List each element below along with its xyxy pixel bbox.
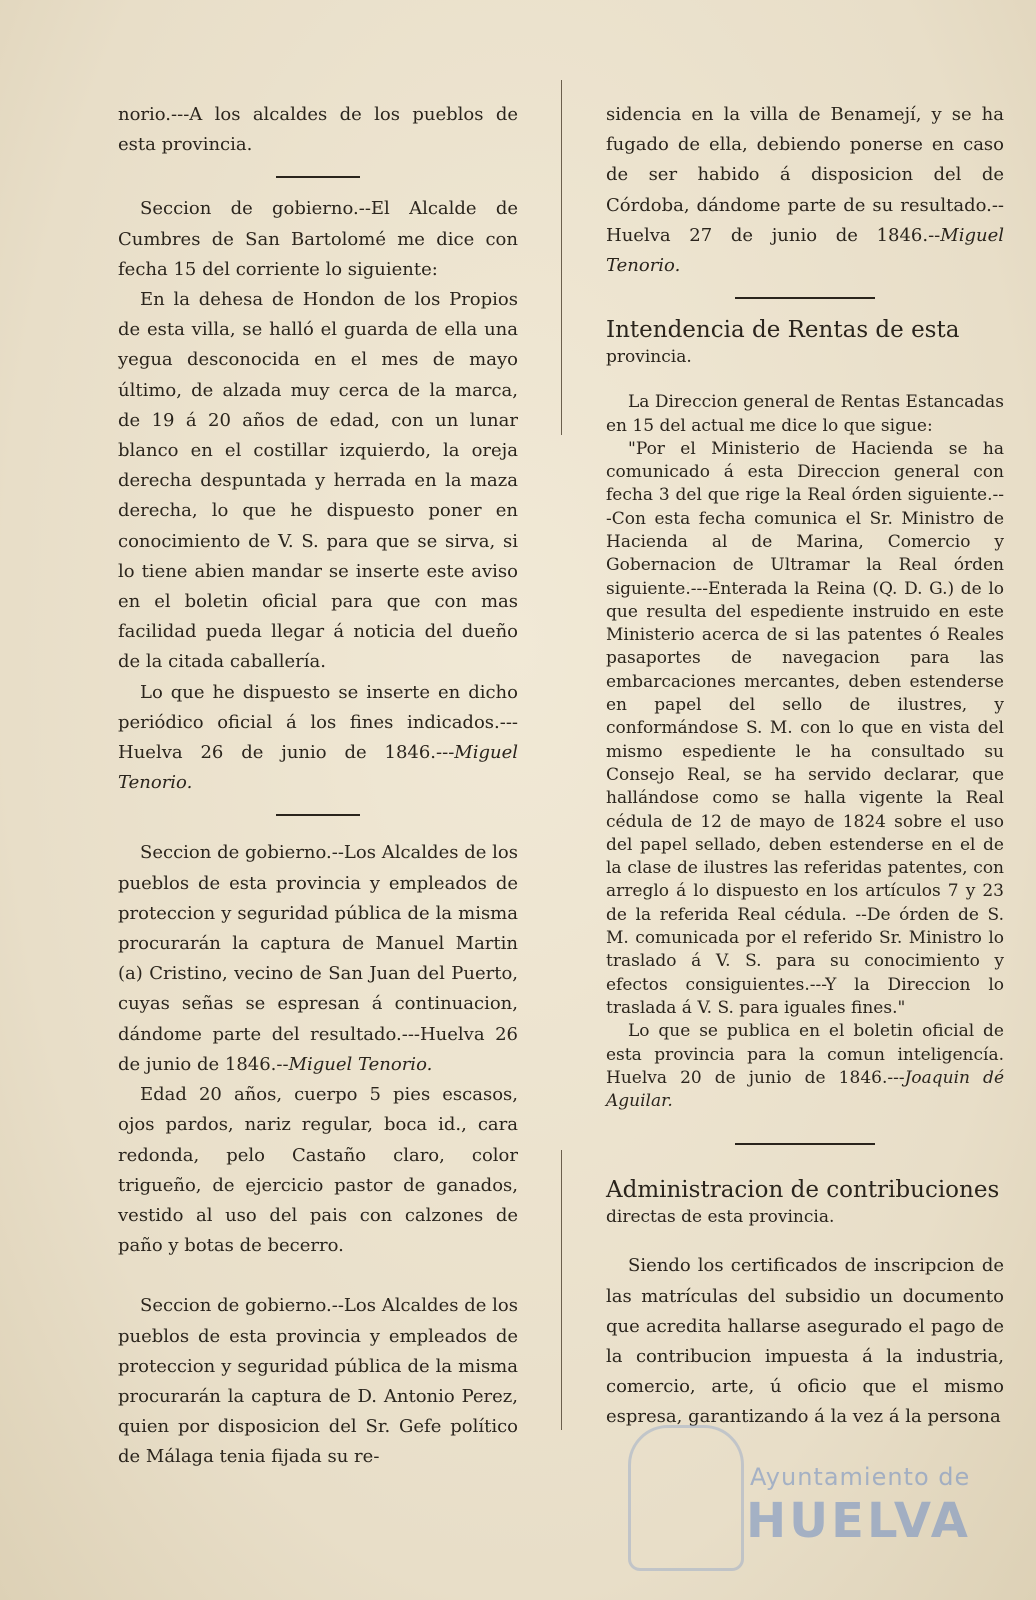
column-rule-bottom xyxy=(561,1150,562,1430)
signature: Miguel Tenorio. xyxy=(288,1053,433,1075)
left-paragraph-1: norio.---A los alcaldes de los pueblos de esta provincia. xyxy=(118,104,518,156)
section-subtitle-administracion: directas de esta provincia. xyxy=(606,1207,835,1228)
right-paragraph-4: Lo que se publica en el boletin oficial de esta provincia para la comun inteligencía. Huelva 20 de junio de 1846.---Joaquin dé Aguilar. xyxy=(606,1021,1005,1112)
right-paragraph-3: "Por el Ministerio de Hacienda se ha comunicado á esta Direccion general con fecha 3 del que rige la Real órden siguiente.---Con esta fecha comunica el Sr. Ministro de Hacienda al de Marina, Comercio y Gobernacion de Ultramar la Real órden siguiente.---Enterada la Reina (Q. D. G.) de lo que resulta del espediente instruido en este Ministerio acerca de si las patentes ó Reales pasaportes de navegacion para las embarcaciones mercantes, deben estenderse en papel del sello de ilustres, y conformándose S. M. con lo que en vista del mismo espediente le ha consultado su Consejo Real, se ha servido declarar, que hallándose como se halla vigente la Real cédula de 12 de mayo de 1824 sobre el uso del papel sellado, deben estenderse en el de la clase de ilustres las referidas patentes, con arreglo á lo dispuesto en los artículos 7 y 23 de la referida Real cédula. --De órden de S. M. comunicada por el referido Sr. Ministro lo traslado á V. S. para su conocimiento y efectos consiguientes.---Y la Direccion lo traslada á V. S. para iguales fines." xyxy=(606,438,1004,1018)
left-paragraph-4: Lo que he dispuesto se inserte en dicho periódico oficial á los fines indicados.---Huelva 26 de junio de 1846.---Miguel Tenorio. xyxy=(118,681,518,794)
archive-watermark xyxy=(620,1425,980,1575)
section-title-intendencia: Intendencia de Rentas de esta xyxy=(606,317,960,344)
right-paragraph-2: La Direccion general de Rentas Estancadas en 15 del actual me dice lo que sigue: xyxy=(606,392,1004,436)
signature: Miguel Tenorio. xyxy=(606,224,1004,277)
section-title-administracion: Administracion de contribuciones xyxy=(606,1177,1000,1204)
signature: Miguel Tenorio. xyxy=(118,742,518,794)
right-column xyxy=(606,100,1004,1433)
left-paragraph-5: Seccion de gobierno.--Los Alcaldes de los pueblos de esta provincia y empleados de proteccion y seguridad pública de la misma procurarán la captura de Manuel Martin (a) Cristino, vecino de San Juan del Puerto, cuyas señas se espresan á continuacion, dándome parte del resultado.---Huelva 26 de junio de 1846.--Miguel Tenorio. xyxy=(118,842,518,1075)
signature: Joaquin dé Aguilar. xyxy=(606,1067,1005,1112)
section-subtitle-intendencia: provincia. xyxy=(606,347,692,368)
right-paragraph-1: sidencia en la villa de Benamejí, y se ha fugado de ella, debiendo ponerse en caso de ser habido á disposicion del de Córdoba, dándome parte de su resultado.--Huelva 27 de junio de 1846.--Miguel Tenorio. xyxy=(606,104,1004,277)
column-rule-top xyxy=(561,80,562,435)
left-paragraph-7: Seccion de gobierno.--Los Alcaldes de los pueblos de esta provincia y empleados de proteccion y seguridad pública de la misma procurarán la captura de D. Antonio Perez, quien por disposicion del Sr. Gefe político de Málaga tenia fijada su re- xyxy=(118,1295,518,1468)
left-paragraph-6: Edad 20 años, cuerpo 5 pies escasos, ojos pardos, nariz regular, boca id., cara redonda, pelo Castaño claro, color trigueño, de ejercicio pastor de ganados, vestido al uso del pais con calzones de paño y botas de becerro. xyxy=(118,1084,518,1257)
watermark-line-1: Ayuntamiento de xyxy=(750,1463,971,1491)
watermark-line-2: HUELVA xyxy=(746,1493,971,1549)
city-crest-icon xyxy=(628,1425,744,1571)
right-paragraph-5: Siendo los certificados de inscripcion de las matrículas del subsidio un documento que acredita hallarse asegurado el pago de la contribucion impuesta á la industria, comercio, arte, ú oficio que el mismo espresa, garantizando á la vez á la persona xyxy=(606,1255,1004,1428)
left-column xyxy=(118,100,518,1473)
left-paragraph-3: En la dehesa de Hondon de los Propios de esta villa, se halló el guarda de ella una yegua desconocida en el mes de mayo último, de alzada muy cerca de la marca, de 19 á 20 años de edad, con un lunar blanco en el costillar izquierdo, la oreja derecha despuntada y herrada en la maza derecha, lo que he dispuesto poner en conocimiento de V. S. para que se sirva, si lo tiene abien mandar se inserte este aviso en el boletin oficial para que con mas facilidad pueda llegar á noticia del dueño de la citada caballería. xyxy=(118,289,518,673)
left-paragraph-2: Seccion de gobierno.--El Alcalde de Cumbres de San Bartolomé me dice con fecha 15 del corriente lo siguiente: xyxy=(118,198,518,280)
